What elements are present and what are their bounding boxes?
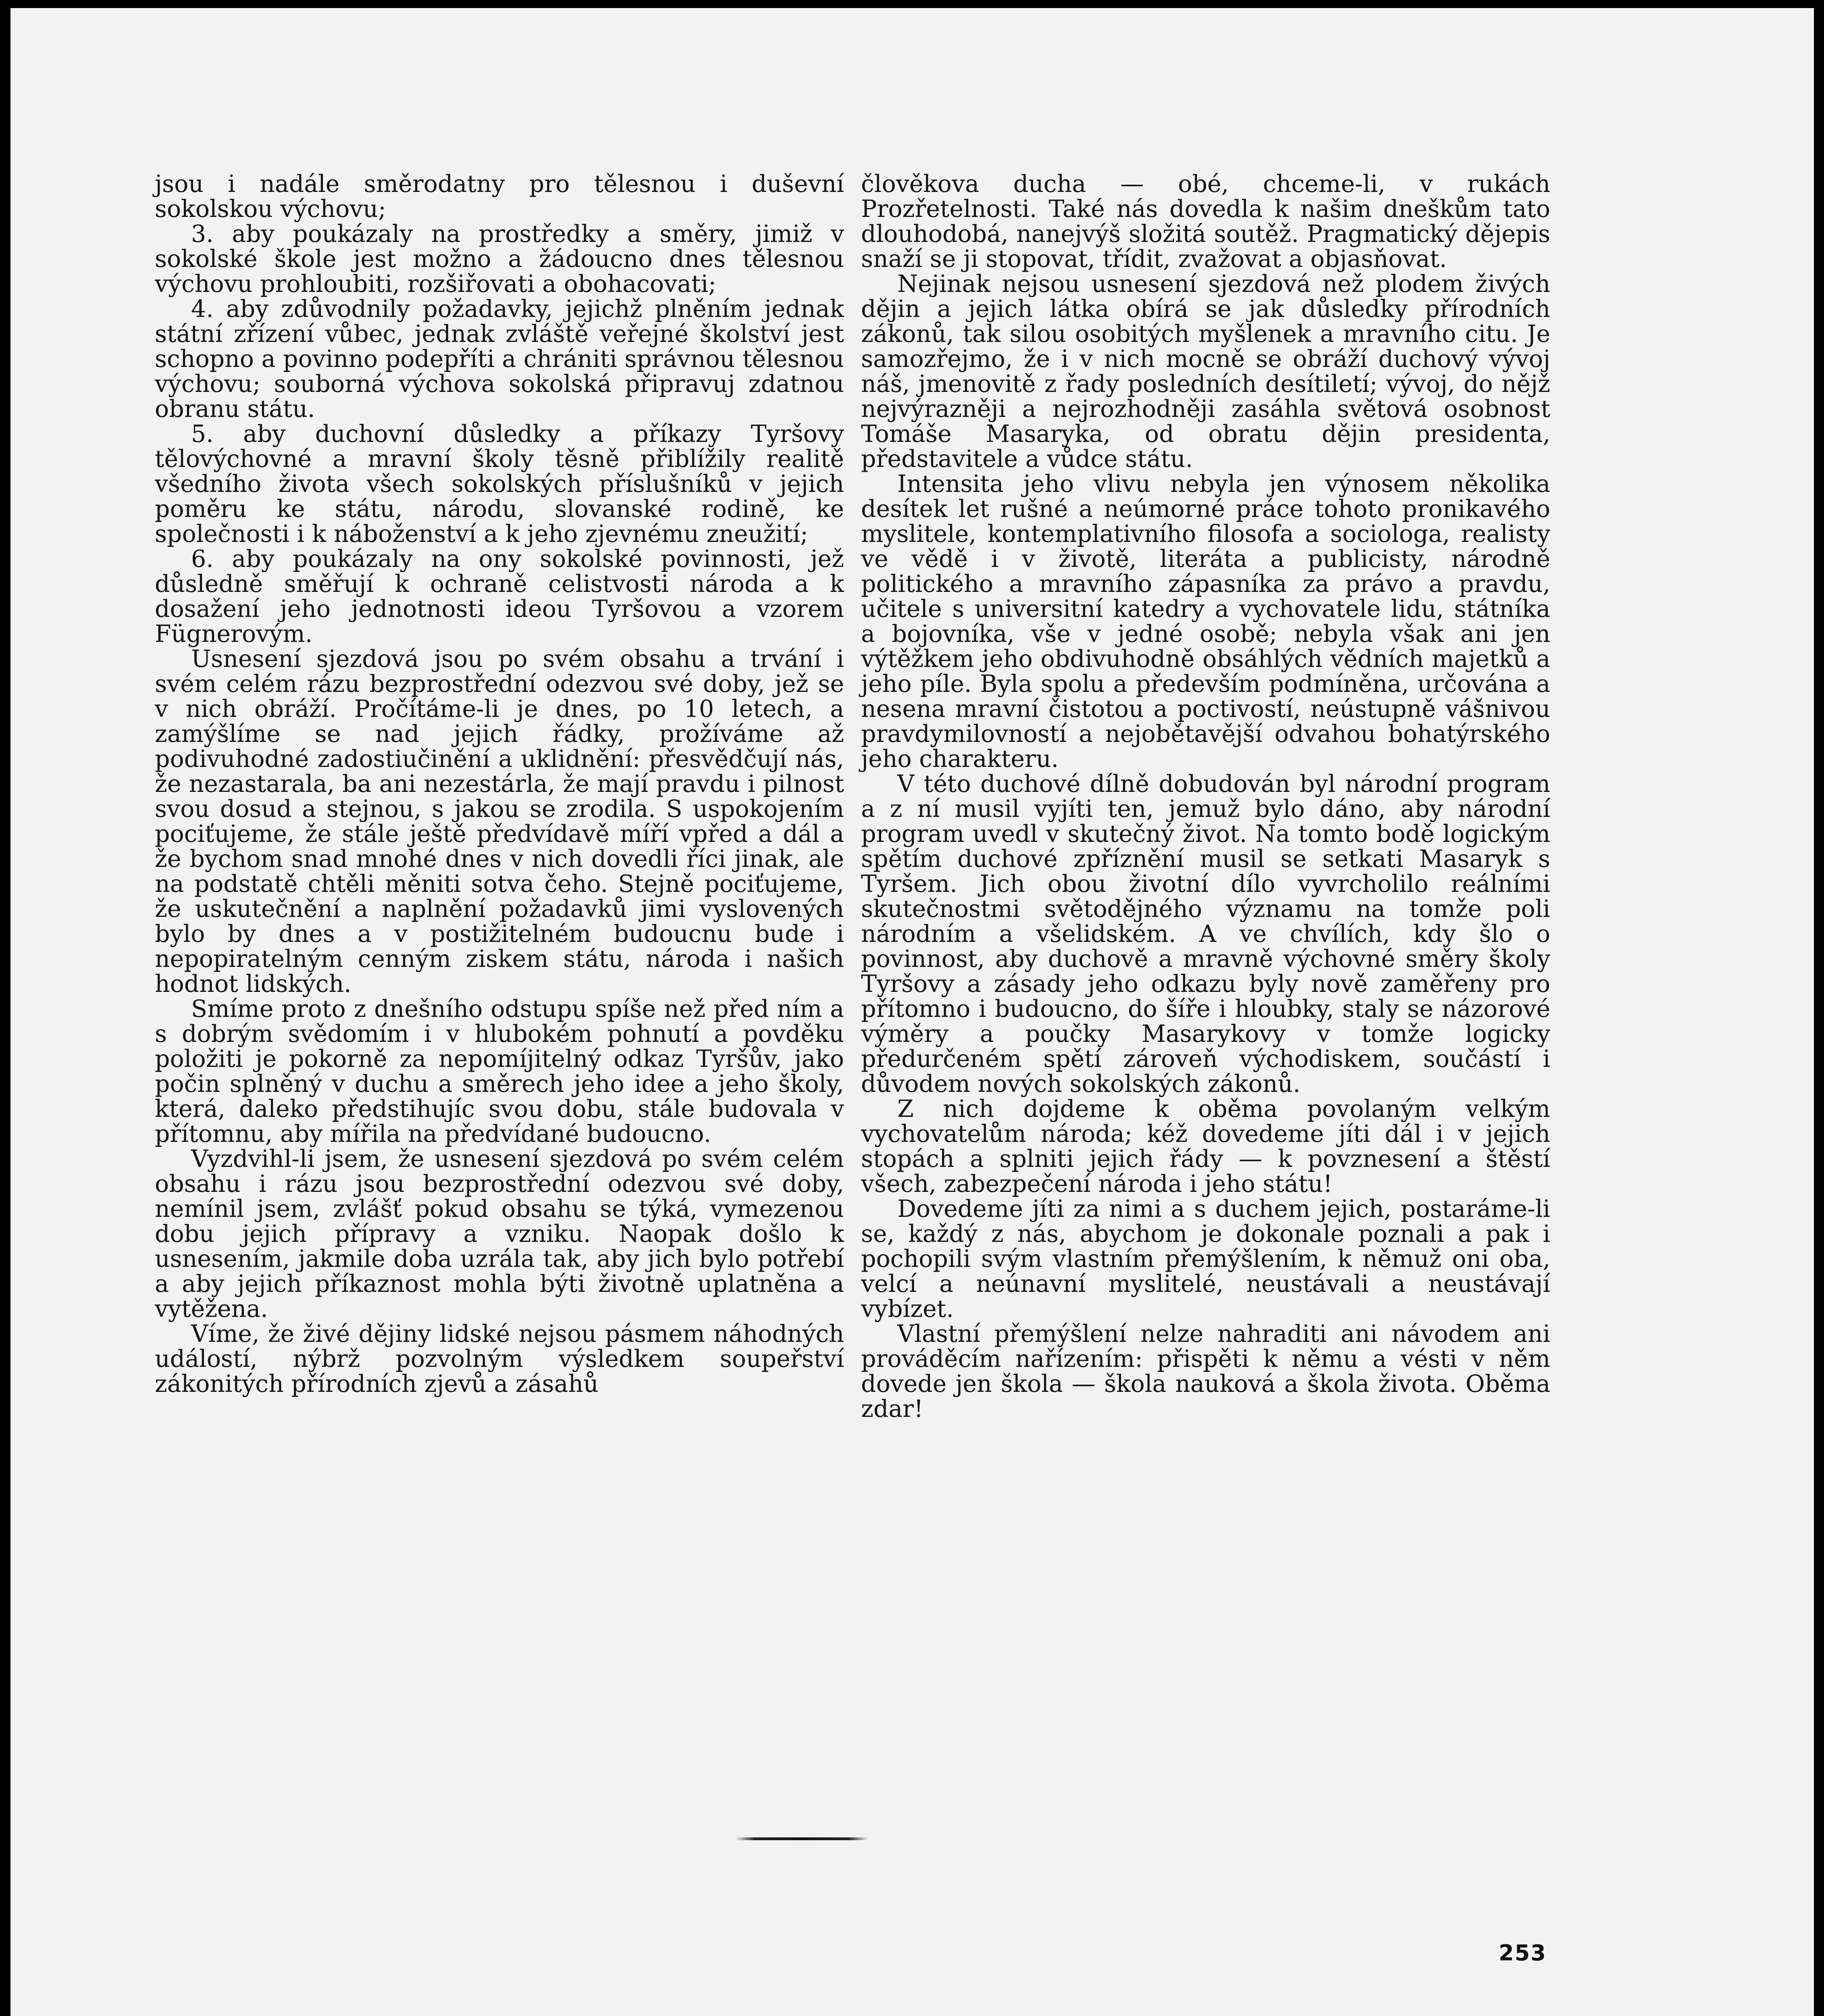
paragraph-vyzdvihl: Vyzdvihl-li jsem, že usnesení sjezdová po svém celém obsahu i rázu jsou bezprostřední odezvou své doby, nemínil jsem, zvlášť pokud obsahu se týká, vymezenou dobu jejich přípravy a vzniku. Naopak došlo k usnesením, jakmile doba uzrála tak, aby jich bylo potřebí a aby jejich příkaznost mohla býti životně uplatněna a vytěžena. <box>155 1145 844 1322</box>
paragraph-dovedeme: Dovedeme jíti za nimi a s duchem jejich, postaráme-li se, každý z nás, abychom je dokonale poznali a pak i pochopili svým vlastním přemýšlením, k němuž oni oba, velcí a neúnavní myslitelé, neustávali a neustávají vybízet. <box>861 1195 1550 1322</box>
paragraph-vime: Víme, že živé dějiny lidské nejsou pásmem náhodných událostí, nýbrž pozvolným výsledkem soupeřství zákonitých přírodních zjevů a zásahů <box>155 1320 844 1397</box>
left-column <box>155 171 844 1396</box>
page-number: 253 <box>1499 1940 1547 1966</box>
paragraph-v-teto-dilne: V této duchové dílně dobudován byl národní program a z ní musil vyjíti ten, jemuž bylo dáno, aby národní program uvedl v skutečný život. Na tomto bodě logickým spětím duchové zpříznění musil se setkati Masaryk s Tyršem. Jich obou životní dílo vyvrcholilo reálními skutečnostmi světodějného významu na tomže poli národním a všelidském. A ve chvílích, kdy šlo o povinnost, aby duchově a mravně výchovné směry školy Tyršovy a zásady jeho odkazu byly nově zaměřeny pro přítomno i budoucno, do šíře i hloubky, staly se názorové výměry a poučky Masarykovy v tomže logicky předurčeném spětí zároveň východiskem, součástí i důvodem nových sokolských zákonů. <box>861 770 1550 1098</box>
paragraph-point-6: 6. aby poukázaly na ony sokolské povinnosti, jež důsledně směřují k ochraně celistvosti národa a k dosažení jeho jednotnosti ideou Tyršovou a vzorem Fügnerovým. <box>155 545 844 648</box>
paragraph-intensita: Intensita jeho vlivu nebyla jen výnosem několika desítek let rušné a neúmorné práce tohoto pronikavého myslitele, kontemplativního filosofa a sociologa, realisty ve vědě i v životě, literáta a publicisty, národně politického a mravního zápasníka za právo a pravdu, učitele s universitní katedry a vychovatele lidu, státníka a bojovníka, vše v jedné osobě; nebyla však ani jen výtěžkem jeho obdivuhodně obsáhlých vědních majetků a jeho píle. Byla spolu a především podmíněna, určována a nesena mravní čistotou a poctivostí, neústupně vášnivou pravdymilovností a nejobětavější odvahou bohatýrského jeho charakteru. <box>861 470 1550 773</box>
paragraph-clovekova-ducha: člověkova ducha — obé, chceme-li, v rukách Prozřetelnosti. Také nás dovedla k našim dneškům tato dlouhodobá, nanejvýš složitá soutěž. Pragmatický dějepis snaží se ji stopovat, třídit, zvažovat a objasňovat. <box>861 170 1550 273</box>
end-rule-divider <box>735 1837 868 1840</box>
paragraph-nejinak: Nejinak nejsou usnesení sjezdová než plodem živých dějin a jejich látka obírá se jak důsledky přírodních zákonů, tak silou osobitých myšlenek a mravního citu. Je samozřejmo, že i v nich mocně se obráží duchový vývoj náš, jmenovitě z řady posledních desítiletí; vývoj, do nějž nejvýrazněji a nejrozhodněji zasáhla světová osobnost Tomáše Masaryka, od obratu dějin presidenta, představitele a vůdce státu. <box>861 270 1550 473</box>
paragraph-usneseni: Usnesení sjezdová jsou po svém obsahu a trvání i svém celém rázu bezprostřední odezvou své doby, jež se v nich obráží. Pročítáme-li je dnes, po 10 letech, a zamýšlíme se nad jejich řádky, prožíváme až podivuhodné zadostiučinění a uklidnění: přesvědčují nás, že nezastarala, ba ani nezestárla, že mají pravdu i pilnost svou dosud a stejnou, s jakou se zrodila. S uspokojením pociťujeme, že stále ještě předvídavě míří vpřed a dál a že bychom snad mnohé dnes v nich dovedli říci jinak, ale na podstatě chtěli měniti sotva čeho. Stejně pociťujeme, že uskutečnění a naplnění požadavků jimi vyslovených bylo by dnes a v postižitelném budoucnu bude i nepopiratelným cenným ziskem státu, národa i našich hodnot lidských. <box>155 645 844 998</box>
paragraph-smime-proto: Smíme proto z dnešního odstupu spíše než před ním a s dobrým svědomím i v hlubokém pohnutí a povděku položiti je pokorně za nepomíjitelný odkaz Tyršův, jako počin splněný v duchu a směrech jeho idee a jeho školy, která, daleko předstihujíc svou dobu, stále budovala v přítomnu, aby mířila na předvídané budoucno. <box>155 995 844 1148</box>
paragraph-point-5: 5. aby duchovní důsledky a příkazy Tyršovy tělovýchovné a mravní školy těsně přiblížily realitě všedního života všech sokolských příslušníků v jejich poměru ke státu, národu, slovanské rodině, ke společnosti i k náboženství a k jeho zjevnému zneužití; <box>155 420 844 548</box>
paragraph-point-3: 3. aby poukázaly na prostředky a směry, jimiž v sokolské škole jest možno a žádoucno dnes tělesnou výchovu prohloubiti, rozšiřovati a obohacovati; <box>155 220 844 298</box>
paragraph-continuation: jsou i nadále směrodatny pro tělesnou i duševní sokolskou výchovu; <box>155 170 844 223</box>
right-column <box>861 171 1550 1421</box>
paragraph-point-4: 4. aby zdůvodnily požadavky, jejichž plněním jednak státní zřízení vůbec, jednak zvláště veřejné školství jest schopno a povinno podepříti a chrániti správnou tělesnou výchovu; souborná výchova sokolská připravuj zdatnou obranu státu. <box>155 295 844 423</box>
paragraph-vlastni-premysleni: Vlastní přemýšlení nelze nahraditi ani návodem ani prováděcím nařízením: přispěti k němu a vésti v něm dovede jen škola — škola nauková a škola života. Oběma zdar! <box>861 1320 1550 1422</box>
scanned-page <box>10 8 1814 2016</box>
paragraph-z-nich: Z nich dojdeme k oběma povolaným velkým vychovatelům národa; kéž dovedeme jíti dál i v jejich stopách a splniti jejich řády — k povznesení a štěstí všech, zabezpečení národa i jeho státu! <box>861 1095 1550 1198</box>
